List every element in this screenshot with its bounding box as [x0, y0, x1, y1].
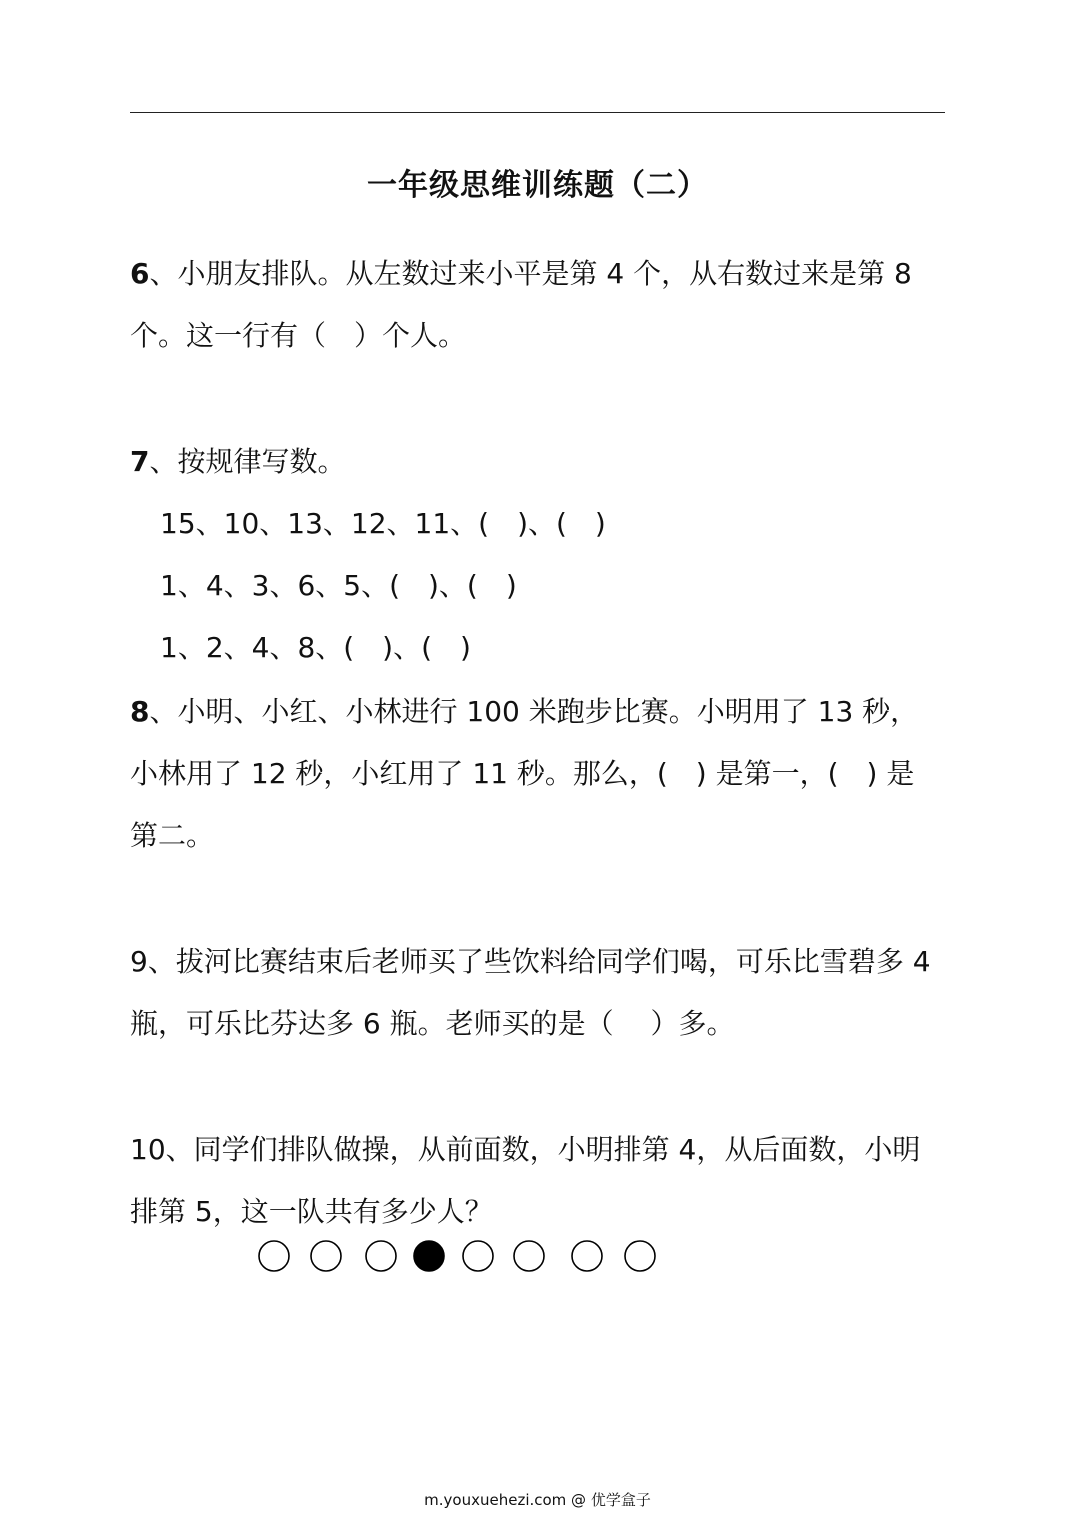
footer-watermark: m.youxuehezi.com @ 优学盒子	[424, 1491, 651, 1509]
q9-line-1: 9、拔河比赛结束后老师买了些饮料给同学们喝，可乐比雪碧多 4	[130, 945, 931, 978]
q9-line-2: 瓶，可乐比芬达多 6 瓶。老师买的是（ ）多。	[130, 1007, 735, 1040]
q8-line-2: 小林用了 12 秒，小红用了 11 秒。那么，( ) 是第一，( ) 是	[130, 757, 915, 790]
q7-number: 7	[130, 445, 150, 478]
circle-person	[311, 1241, 341, 1271]
circle-person	[572, 1241, 602, 1271]
q8-text-1: 、小明、小红、小林进行 100 米跑步比赛。小明用了 13 秒，	[149, 695, 919, 728]
circle-person	[259, 1241, 289, 1271]
circle-person	[463, 1241, 493, 1271]
q10-line-1: 10、同学们排队做操，从前面数，小明排第 4，从后面数，小明	[130, 1133, 921, 1166]
q7-heading: 、按规律写数。	[149, 445, 346, 478]
q7-sequence-2: 1、4、3、6、5、( )、( )	[160, 569, 517, 602]
q6-number: 6	[130, 257, 150, 290]
q8-line-3: 第二。	[130, 819, 215, 852]
q7-sequence-1: 15、10、13、12、11、( )、( )	[160, 507, 606, 540]
q6-line-2: 个。这一行有（ ）个人。	[130, 319, 467, 352]
page-title: 一年级思维训练题（二）	[367, 168, 708, 203]
circle-person	[514, 1241, 544, 1271]
circle-person	[366, 1241, 396, 1271]
q10-line-2: 排第 5，这一队共有多少人？	[130, 1195, 493, 1228]
q6-text-1: 、小朋友排队。从左数过来小平是第 4 个，从右数过来是第 8	[149, 257, 912, 290]
circle-xiaoming-filled	[414, 1241, 444, 1271]
q8-number: 8	[130, 695, 150, 728]
q7-sequence-3: 1、2、4、8、( )、( )	[160, 631, 471, 664]
circle-person	[625, 1241, 655, 1271]
